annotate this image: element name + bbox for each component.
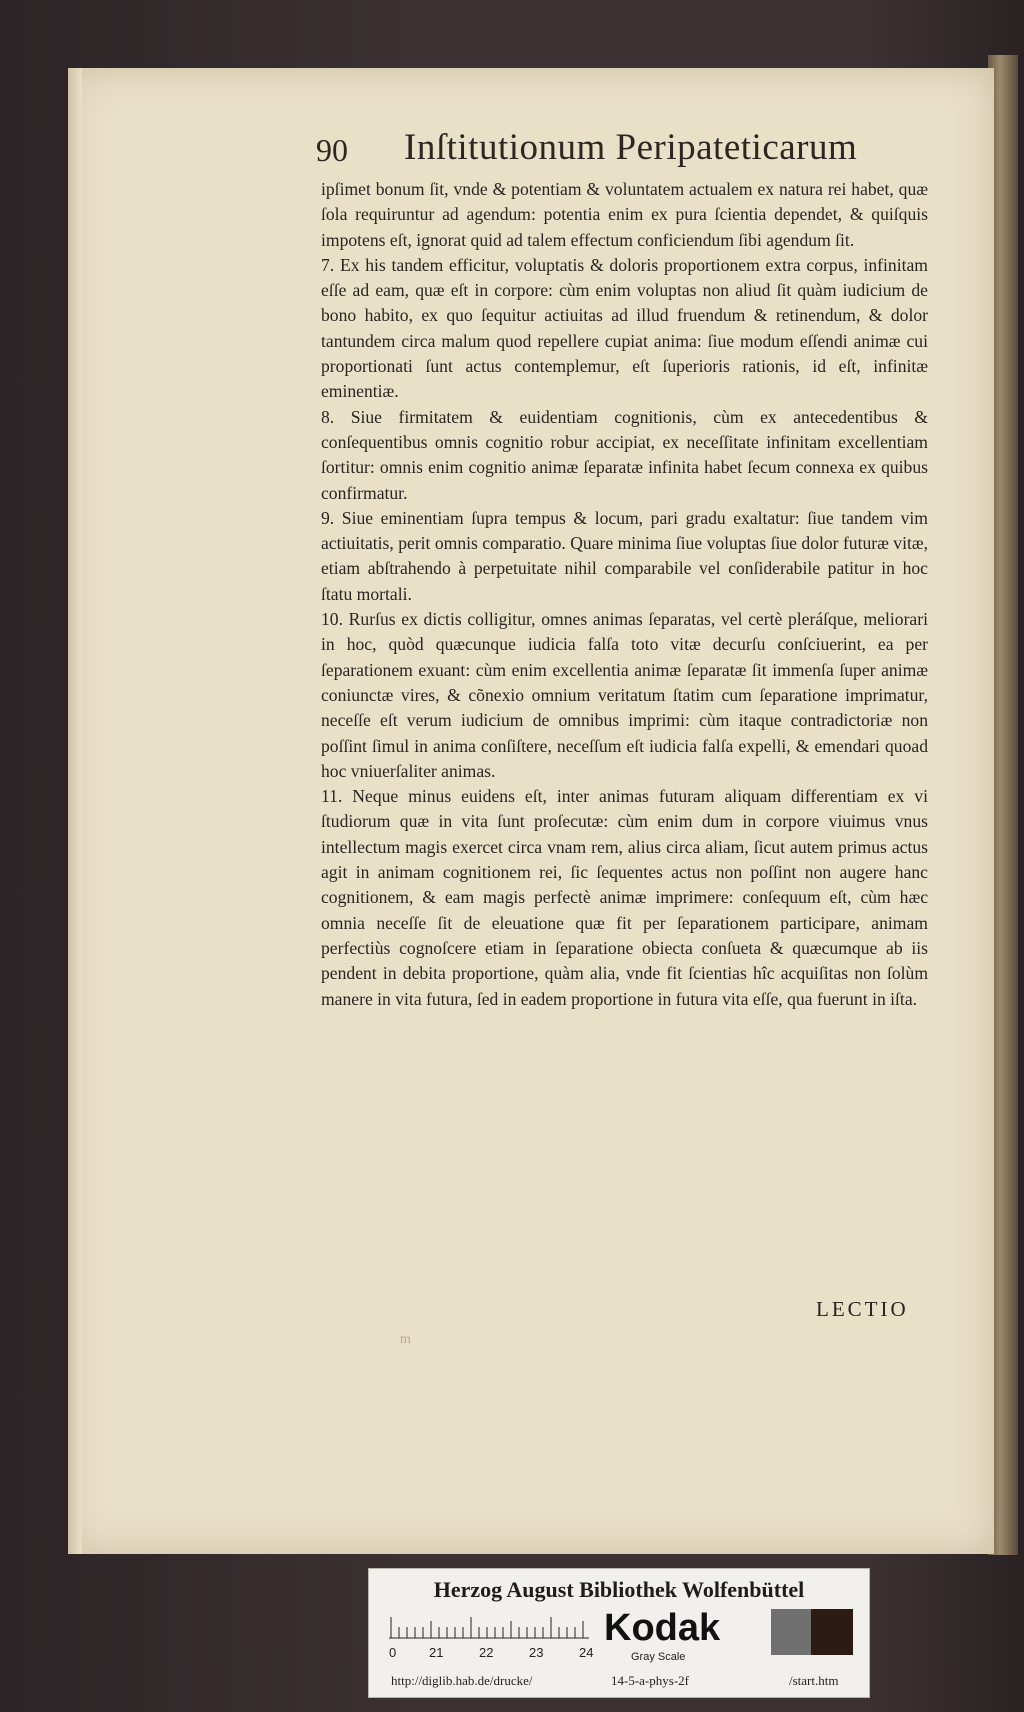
running-title: Inſtitutionum Peripateticarum bbox=[404, 127, 858, 168]
start-page: /start.htm bbox=[789, 1673, 839, 1688]
stamp-footer bbox=[369, 1673, 869, 1691]
ruler-number: 23 bbox=[529, 1645, 544, 1660]
paragraph-7: 7. Ex his tandem efficitur, voluptatis & doloris proportionem extra corpus, infinitam eſſe ad eam, quæ eſt in corpore: cùm enim voluptas non aliud ſit quàm iudicium de bono habito, ex quo ſequitur actiuitas ad illud fruendum & retinendum, & dolor tantundem circa malum quod repellere cupiat anima: ſiue modum eſſendi animæ cui proportionati ſunt actus contemplemur, eſt ſuperioris rationis, id eſt, infinitæ eminentiæ. bbox=[321, 254, 928, 402]
paragraph-8: 8. Siue firmitatem & euidentiam cognitionis, cùm ex antecedentibus & conſequentibus omnis cognitio robur accipiat, ex neceſſitate infinitam excellentiam ſortitur: omnis enim cognitio animæ ſeparatæ infinita habet ſecum connexa ex quibus confirmatur. bbox=[321, 406, 928, 503]
page-gutter-shadow bbox=[68, 68, 82, 1554]
page-header bbox=[316, 126, 916, 174]
digital-library-url: http://diglib.hab.de/drucke/ bbox=[391, 1673, 533, 1688]
paragraph-10: 10. Rurſus ex dictis colligitur, omnes animas ſeparatas, vel certè pleráſque, meliorari in hoc, quòd quæcunque iudicia falſa toto vitæ decurſu conſciuerint, ea per ſeparationem exuant: cùm enim excellentia animæ ſeparatæ ſit immenſa ſuper animæ coniunctæ vires, & cõnexio omnium veritatum ſtatim cum ſeparatione imprimatur, neceſſe eſt verum iudicium de omnibus imprimi: cùm itaque contradictoriæ non poſſint ſimul in anima conſiſtere, neceſſum eſt iudicia falſa expelli, & emendari quoad hoc vniuerſaliter animas. bbox=[321, 609, 928, 781]
gray-scale-label: Gray Scale bbox=[631, 1651, 686, 1663]
ruler-number: 24 bbox=[579, 1645, 594, 1660]
shelfmark: 14-5-a-phys-2f bbox=[611, 1673, 689, 1688]
ruler-number: 22 bbox=[479, 1645, 494, 1660]
ruler-numbers bbox=[387, 1645, 597, 1661]
ruler-icon bbox=[389, 1613, 589, 1639]
dark-swatch bbox=[811, 1609, 853, 1655]
ruler-number: 21 bbox=[429, 1645, 444, 1660]
body-text bbox=[321, 177, 928, 1012]
ghost-mark: m bbox=[400, 1332, 411, 1347]
library-name: Herzog August Bibliothek Wolfenbüttel bbox=[433, 1577, 805, 1602]
gray-swatch bbox=[771, 1609, 811, 1655]
kodak-logo: Kodak bbox=[604, 1607, 721, 1649]
paragraph-continuation: ipſimet bonum ſit, vnde & potentiam & voluntatem actualem ex natura rei habet, quæ ſola requiruntur ad agendum: potentia enim ex pura ſcientia dependet, & quiſquis impotens eſt, ignorat quid ad talem effectum conficiendum ſibi agendum ſit. bbox=[321, 179, 928, 250]
paragraph-9: 9. Siue eminentiam ſupra tempus & locum, pari gradu exaltatur: ſiue tandem vim actiuitatis, perit omnis comparatio. Quare minima ſiue voluptas ſiue dolor futuræ vitæ, etiam abſtrahendo à perpetuitate nihil comparabile vel conſiderabile patitur in hoc ſtatu mortali. bbox=[321, 507, 928, 604]
page-number: 90 bbox=[316, 132, 348, 168]
library-color-card bbox=[368, 1568, 870, 1698]
ruler-number: 0 bbox=[389, 1645, 397, 1660]
catchword: LECTIO bbox=[816, 1297, 909, 1321]
paragraph-11: 11. Neque minus euidens eſt, inter animas futuram aliquam differentiam ex vi ſtudiorum quæ in vita ſunt proſecutæ: cùm enim dum in corpore viuimus vnus intellectum magis exercet circa vnam rem, alius circa aliam, ſicut autem primus actus agit in animam cognitionem rei, ſic ſequentes actus non poſſint non augere hanc cognitionem, & eam magis perfectè animæ imprimere: conſequum eſt, cùm hæc omnia neceſſe ſit de eleuatione quæ fit per ſeparationem participare, animam perfectiùs cognoſcere etiam in ſeparatione obiecta conſueta & quæcumque ab iis pendent in debita proportione, quàm alia, vnde fit ſcientias hîc acquiſitas non ſolùm manere in vita futura, ſed in eadem proportione in futura vita eſſe, qua fuerunt in iſta. bbox=[321, 786, 928, 1009]
